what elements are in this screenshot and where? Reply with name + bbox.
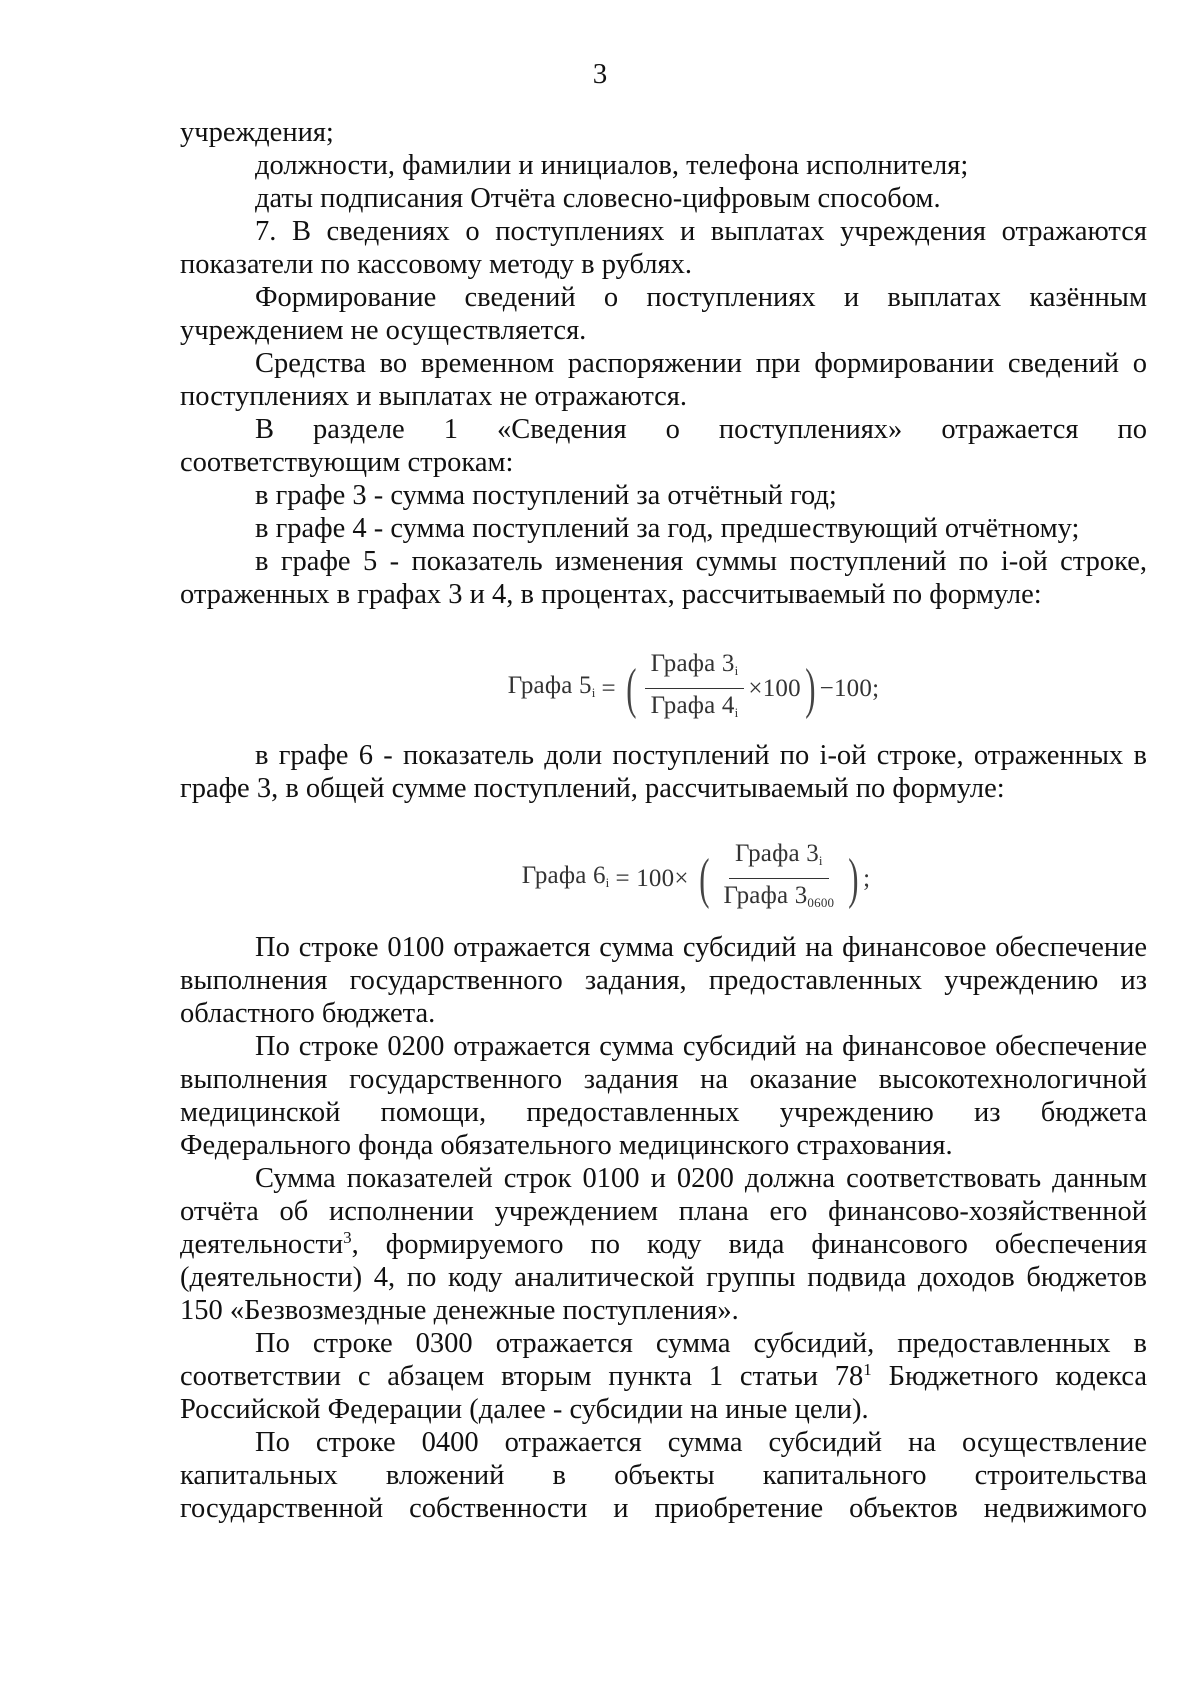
formula-grafa-5-expression xyxy=(240,649,1147,728)
paragraph-razdel-1: В разделе 1 «Сведения о поступлениях» отражается по соответствующим строкам: xyxy=(180,414,1147,478)
formula2-eq: = 100× xyxy=(615,865,689,892)
paragraph-grafa-3: в графе 3 - сумма поступлений за отчётный год; xyxy=(255,480,837,511)
formula2-numerator: Графа $3_i$ xyxy=(729,839,829,879)
formula2-denominator: Графа $3_{0600}$ xyxy=(723,882,835,910)
formula1-eq: = xyxy=(601,675,616,702)
paragraph-summa-pokazateley: Сумма показателей строк 0100 и 0200 должна соответствовать данным отчёта об исполнении учреждением плана его финансово-хозяйственной деятельности$^3$, формируемого по коду вида финансового обеспечения (деятельности) 4, по коду аналитической группы подвида доходов бюджетов 150 «Безвозмездные денежные поступления». xyxy=(180,1163,1147,1326)
formula1-fraction xyxy=(645,649,745,728)
document-body xyxy=(180,116,1147,1525)
formula2-lhs: Графа $6_i$ xyxy=(521,861,610,890)
formula1-minus100: −100; xyxy=(819,675,880,702)
paragraph-grafa-6: в графе 6 - показатель доли поступлений по i-ой строке, отраженных в графе 3, в общей сумме поступлений, рассчитываемый по формуле: xyxy=(180,740,1147,804)
formula2-lparen: ( xyxy=(698,847,710,910)
paragraph-kazennoe: Формирование сведений о поступлениях и выплатах казённым учреждением не осуществляется. xyxy=(180,282,1147,346)
formula1-times100: ×100 xyxy=(748,675,801,702)
formula1-numerator: Графа $3_i$ xyxy=(645,649,745,689)
paragraph-stroka-0200: По строке 0200 отражается сумма субсидий на финансовое обеспечение выполнения государственного задания на оказание высокотехнологичной медицинской помощи, предоставленных учреждению из бюджета Федерального фонда обязательного медицинского страхования. xyxy=(180,1031,1147,1161)
formula2-tail: ; xyxy=(863,865,871,892)
paragraph-line-2: должности, фамилии и инициалов, телефона исполнителя; xyxy=(255,150,969,181)
superscript-78-1: 1 xyxy=(863,1360,872,1379)
page-number: 3 xyxy=(592,58,608,90)
formula1-denominator: Графа $4_i$ xyxy=(650,692,739,720)
paragraph-item-7: 7. В сведениях о поступлениях и выплатах учреждения отражаются показатели по кассовому методу в рублях. xyxy=(180,216,1147,280)
paragraph-grafa-4: в графе 4 - сумма поступлений за год, предшествующий отчётному; xyxy=(255,513,1080,544)
paragraph-line-3: даты подписания Отчёта словесно-цифровым способом. xyxy=(255,183,941,214)
formula-grafa-6-expression xyxy=(245,839,1147,918)
paragraph-stroka-0100: По строке 0100 отражается сумма субсидий на финансовое обеспечение выполнения государственного задания, предоставленных учреждению из областного бюджета. xyxy=(180,932,1147,1029)
formula1-rparen: ) xyxy=(805,657,816,720)
formula-grafa-6 xyxy=(180,805,1147,931)
paragraph-stroka-0400: По строке 0400 отражается сумма субсидий на осуществление капитальных вложений в объекты капитального строительства государственной собственности и приобретение объектов недвижимого xyxy=(180,1427,1147,1524)
formula-grafa-5 xyxy=(180,611,1147,739)
footnote-ref-3[interactable]: 3 xyxy=(343,1228,352,1247)
paragraph-stroka-0300: По строке 0300 отражается сумма субсидий, предоставленных в соответствии с абзацем вторым пункта 1 статьи $78^1$ Бюджетного кодекса Российской Федерации (далее - субсидии на иные цели). xyxy=(180,1328,1148,1425)
paragraph-sredstva: Средства во временном распоряжении при формировании сведений о поступлениях и выплатах не отражаются. xyxy=(180,348,1147,412)
paragraph-line-1: учреждения; xyxy=(180,117,334,148)
formula1-lhs: Графа $5_i$ xyxy=(507,671,596,700)
paragraph-grafa-5: в графе 5 - показатель изменения суммы поступлений по i-ой строке, отраженных в графах 3 и 4, в процентах, рассчитываемый по формуле: xyxy=(180,546,1147,610)
formula2-fraction xyxy=(718,839,841,918)
formula2-rparen: ) xyxy=(848,847,859,910)
formula1-lparen: ( xyxy=(626,657,637,720)
